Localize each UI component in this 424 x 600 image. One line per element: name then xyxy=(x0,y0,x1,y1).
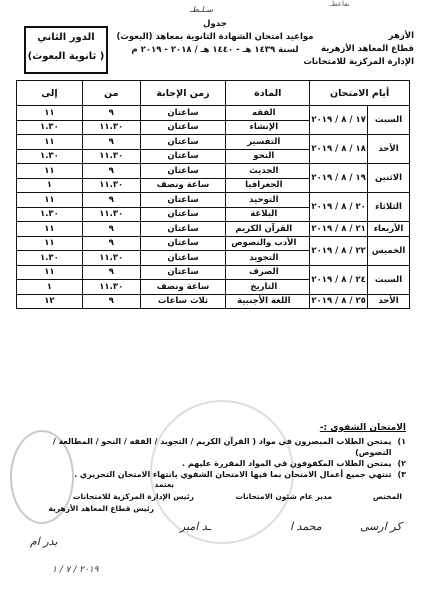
cell-subject: التاريخ xyxy=(226,280,310,295)
cell-day: الخميس xyxy=(368,236,410,265)
approve-label xyxy=(155,480,174,489)
cell-duration: ساعتان xyxy=(140,193,226,208)
cell-duration: ساعتان xyxy=(140,236,226,251)
handwritten-scribble: ٮڡاعطـ xyxy=(330,0,350,8)
table-header-row xyxy=(17,81,410,106)
table-row xyxy=(17,265,410,280)
cell-to: ١ xyxy=(17,178,83,193)
cell-duration: ساعتان xyxy=(140,265,226,280)
document-title xyxy=(110,18,320,57)
cell-to: ١٢ xyxy=(17,294,83,309)
org-line-3: الإدارة المركزية للامتحانات xyxy=(303,57,414,67)
cell-day: السبت xyxy=(368,265,410,294)
signature-title: رئيس الإدارة المركزية للامتحانات xyxy=(72,492,194,501)
cell-to: ١١ xyxy=(17,193,83,208)
org-line-2: قطاع المعاهد الأزهرية xyxy=(320,44,414,54)
cell-subject: الصرف xyxy=(226,265,310,280)
title-line-2: مواعيد امتحان الشهادة الثانوية بمعاهد (البعوث) xyxy=(116,32,314,42)
col-header-subject: المادة xyxy=(226,81,310,106)
cell-subject: القرآن الكريم xyxy=(226,222,310,237)
cell-subject: الفقه xyxy=(226,106,310,121)
notes-title: الامتحان الشفوي :- xyxy=(319,423,406,433)
org-line-1: الأزهر xyxy=(388,31,414,41)
cell-subject: التفسير xyxy=(226,135,310,150)
cell-date: ٢٤ / ٨ / ٢٠١٩ xyxy=(310,265,368,294)
cell-subject: الإنشاء xyxy=(226,120,310,135)
approve-text: يعتمد xyxy=(154,480,174,489)
cell-duration: ثلاث ساعات xyxy=(140,294,226,309)
cell-duration: ساعتان xyxy=(140,149,226,164)
cell-from: ٩ xyxy=(82,106,140,121)
table-row xyxy=(17,164,410,179)
cell-date: ٢٠ / ٨ / ٢٠١٩ xyxy=(310,193,368,222)
handwritten-signature: بدر ام xyxy=(30,535,58,548)
cell-date: ١٨ / ٨ / ٢٠١٩ xyxy=(310,135,368,164)
col-header-from: من xyxy=(82,81,140,106)
note-text: تنتهي جميع أعمال الامتحان بما فيها الامتحان الشفوي بانتهاء الامتحان التحريري . xyxy=(74,470,392,479)
handwritten-signature: کر ارسی xyxy=(360,520,402,533)
cell-to: ١ xyxy=(17,280,83,295)
cell-duration: ساعتان xyxy=(140,120,226,135)
cell-from: ٩ xyxy=(82,294,140,309)
exam-round-box xyxy=(24,26,108,74)
cell-from: ١١.٣٠ xyxy=(82,280,140,295)
cell-subject: اللغة الأجنبية xyxy=(226,294,310,309)
note-text: يمتحن الطلاب المكفوفون في المواد المقررة عليهم . xyxy=(182,459,392,468)
col-header-days: أيام الامتحان xyxy=(310,81,410,106)
cell-to: ١.٣٠ xyxy=(17,120,83,135)
cell-to: ١.٣٠ xyxy=(17,149,83,164)
signature-specialist xyxy=(373,492,402,501)
oral-exam-notes xyxy=(16,423,406,480)
cell-to: ١١ xyxy=(17,222,83,237)
signature-exams-director xyxy=(235,492,332,501)
cell-duration: ساعتان xyxy=(140,222,226,237)
cell-subject: النحو xyxy=(226,149,310,164)
cell-from: ٩ xyxy=(82,236,140,251)
cell-from: ١١.٣٠ xyxy=(82,149,140,164)
cell-from: ٩ xyxy=(82,222,140,237)
cell-from: ١١.٣٠ xyxy=(82,120,140,135)
round-line-2: ( ثانوية البعوث) xyxy=(27,51,105,62)
cell-subject: الحديث xyxy=(226,164,310,179)
cell-subject: الأدب والنصوص xyxy=(226,236,310,251)
cell-date: ١٧ / ٨ / ٢٠١٩ xyxy=(310,106,368,135)
signature-title: مدير عام شئون الامتحانات xyxy=(235,492,332,501)
note-item xyxy=(16,436,406,458)
cell-duration: ساعتان xyxy=(140,106,226,121)
col-header-duration: زمن الإجابة xyxy=(140,81,226,106)
table-row xyxy=(17,106,410,121)
cell-day: الثلاثاء xyxy=(368,193,410,222)
exam-schedule-table xyxy=(16,80,410,309)
cell-duration: ساعة ونصف xyxy=(140,178,226,193)
table-row xyxy=(17,222,410,237)
cell-date: ٢٥ / ٨ / ٢٠١٩ xyxy=(310,294,368,309)
cell-subject: البلاغة xyxy=(226,207,310,222)
note-number: ٣) xyxy=(397,470,406,479)
cell-subject: التجويد xyxy=(226,251,310,266)
cell-day: الأحد xyxy=(368,294,410,309)
cell-from: ٩ xyxy=(82,135,140,150)
cell-to: ١١ xyxy=(17,236,83,251)
cell-subject: الجغرافيا xyxy=(226,178,310,193)
cell-date: ٢٢ / ٨ / ٢٠١٩ xyxy=(310,236,368,265)
cell-date: ٢١ / ٨ / ٢٠١٩ xyxy=(310,222,368,237)
cell-to: ١.٣٠ xyxy=(17,207,83,222)
note-item xyxy=(16,458,406,469)
col-header-to: إلى xyxy=(17,81,83,106)
signature-title: المختص xyxy=(372,492,402,501)
cell-to: ١١ xyxy=(17,106,83,121)
cell-date: ١٩ / ٨ / ٢٠١٩ xyxy=(310,164,368,193)
cell-to: ١١ xyxy=(17,135,83,150)
note-text: يمتحن الطلاب المبصرون في مواد ( القرآن الكريم / التجويد / الفقه / النحو / المطالعة / النصوص) xyxy=(52,437,392,457)
cell-from: ٩ xyxy=(82,193,140,208)
cell-from: ١١.٣٠ xyxy=(82,251,140,266)
cell-day: السبت xyxy=(368,106,410,135)
note-number: ٢) xyxy=(397,459,406,468)
cell-from: ١١.٣٠ xyxy=(82,207,140,222)
title-line-3: لسنة ١٤٣٩ هـ - ١٤٤٠ هـ / ٢٠١٨ - ٢٠١٩ م xyxy=(131,45,299,55)
signature-central-admin xyxy=(73,492,194,501)
table-row xyxy=(17,135,410,150)
signature-title: رئيس قطاع المعاهد الأزهرية xyxy=(48,504,154,513)
table-row xyxy=(17,236,410,251)
cell-to: ١١ xyxy=(17,265,83,280)
cell-day: الأحد xyxy=(368,135,410,164)
note-number: ١) xyxy=(397,437,406,446)
table-row xyxy=(17,294,410,309)
cell-from: ٩ xyxy=(82,265,140,280)
cell-duration: ساعتان xyxy=(140,164,226,179)
title-line-1: جدول xyxy=(203,19,227,29)
handwritten-signature: ـد امبر xyxy=(180,520,211,533)
note-item xyxy=(16,469,406,480)
cell-duration: ساعتان xyxy=(140,251,226,266)
cell-day: الأربعاء xyxy=(368,222,410,237)
handwritten-date: ٢٠١٩ / ٧ / ١ xyxy=(52,565,99,575)
cell-to: ١.٣٠ xyxy=(17,251,83,266)
table-row xyxy=(17,193,410,208)
cell-duration: ساعتان xyxy=(140,135,226,150)
cell-duration: ساعة ونصف xyxy=(140,280,226,295)
cell-to: ١١ xyxy=(17,164,83,179)
handwritten-signature: محمد ا xyxy=(290,520,322,533)
top-signature-mark: سـلـطـ xyxy=(190,5,213,14)
cell-from: ١١.٣٠ xyxy=(82,178,140,193)
signature-sector-head xyxy=(49,504,155,513)
cell-subject: التوحيد xyxy=(226,193,310,208)
round-line-1: الدور الثاني xyxy=(37,32,95,43)
cell-duration: ساعتان xyxy=(140,207,226,222)
cell-from: ٩ xyxy=(82,164,140,179)
cell-day: الاثنين xyxy=(368,164,410,193)
